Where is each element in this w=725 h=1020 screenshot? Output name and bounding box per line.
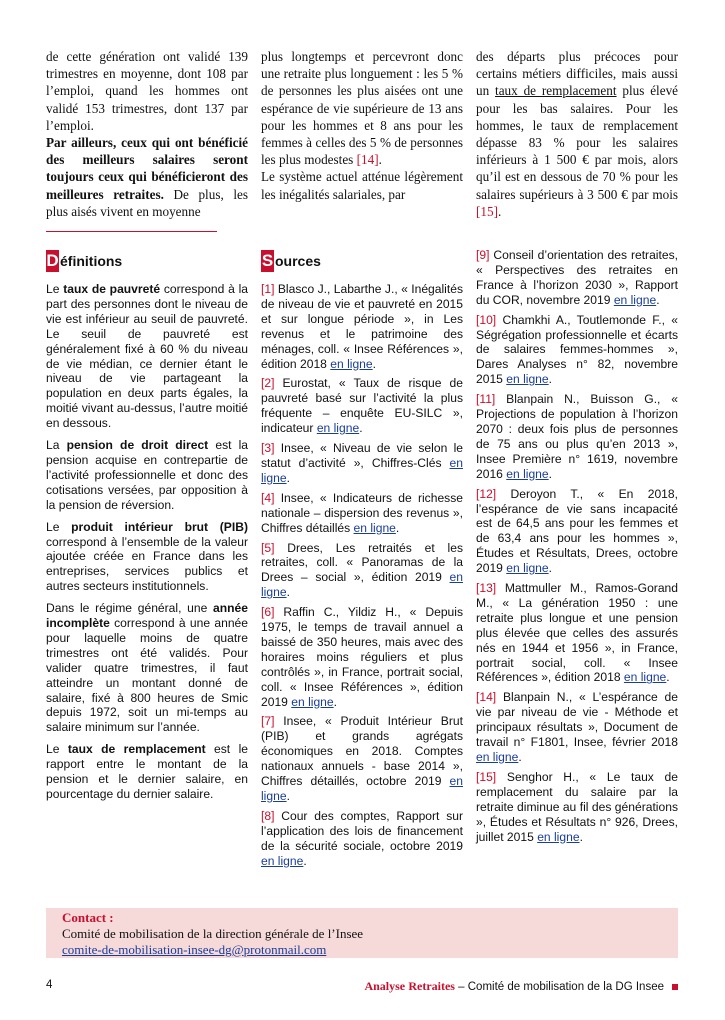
paragraph: plus longtemps et percevront donc une retraite plus longuement : les 5 % de personnes les plus aisées ont une espérance de vie supérieure de 13 ans pour les hommes et 8 ans pour les femmes à celles des 5 % de personnes les plus modestes [14]. [261,49,463,168]
online-link[interactable]: en ligne [261,853,304,868]
source-number: [1] [261,282,275,296]
source-item [476,770,678,845]
source-text: Chamkhi A., Toutlemonde F., « Ségrégation professionnelle et écarts de salaires femmes-hommes », Dares Analyses n° 82, novembre 2015 [476,312,678,387]
source-period: . [286,585,290,600]
contact-line: Comité de mobilisation de la direction générale de l’Insee [62,926,364,941]
source-number: [7] [261,714,275,729]
online-link[interactable]: en ligne [261,570,463,600]
source-text: Blanpain N., « L’espérance de vie par niveau de vie - Méthode et principaux résultats », Document de travail n° F1801, Insee, février 2018 [476,690,678,750]
definition-text: est la pension acquise en contrepartie de l’activité professionnelle et donc des cotisations versées, par opposition à la pension de réversion. [46,438,249,512]
source-item [476,690,678,765]
source-period: . [548,466,553,481]
definition-item [46,601,248,735]
contact-label: Contact : [62,910,114,925]
source-number: [8] [261,808,275,823]
definitions-heading: D éfinitions [46,251,123,270]
source-number: [2] [261,376,275,391]
source-text: Drees, Les retraités et les retraites, coll. « Panoramas de la Drees – social », édition 2019 [261,540,463,585]
sources-heading: S ources [261,251,321,270]
definitions-column [46,248,248,874]
source-item [261,491,463,536]
definition-text: correspond à l’ensemble de la valeur ajoutée créée en France dans les entreprises, services publics et autres secteurs institutionnels. [46,534,248,594]
source-period: . [286,789,290,803]
definition-text: correspond à la part des personnes dont le niveau de vie est inférieur au seuil de pauvreté. Le seuil de pauvreté est généralement fixé à 60 % du niveau de vie médian, ce dernier étant le niveau de vie partageant la population en deux parts égales, la moitié vivant au-dessus, l’autre moitié en dessous. [46,282,248,431]
definition-item [46,742,248,802]
source-number: [5] [261,540,275,555]
source-text: Mattmuller M., Ramos-Gorand M., « La génération 1950 : une retraite plus longue et une pension plus élevée que celles des assurés nés en 1944 et 1956 », in France, portrait social, coll. « Insee Références », édition 2018 [476,581,678,685]
source-text: Blasco J., Labarthe J., « Inégalités de niveau de vie et pauvreté en 2015 et sur longue période », in Les revenus et le patrimoine des ménages, coll. « Insee Références », édition 2018 [261,282,463,371]
paragraph: Le système actuel atténue légèrement les inégalités salariales, par [261,169,463,202]
definition-prefix: La [46,438,67,453]
source-number: [4] [261,490,275,505]
source-period: . [303,853,307,868]
sources-column-1 [261,248,463,874]
source-item [476,313,678,388]
source-text: Blanpain N., Buisson G., « Projections de population à l’horizon 2070 : deux fois plus de personnes de 75 ans ou plus qu’en 2013 », Insee Première n° 1619, novembre 2016 [476,392,678,481]
section-divider [46,231,217,232]
source-text: Cour des comptes, Rapport sur l’application des lois de financement de la sécurité sociale, octobre 2019 [261,808,463,853]
paragraph: de cette génération ont validé 139 trimestres en moyenne, dont 108 par l’emploi, quand les hommes ont validé 153 trimestres, dont 137 par l’emploi. [46,49,248,133]
online-link[interactable]: en ligne [261,774,463,803]
page-footer [46,979,678,993]
text-column-3 [476,48,678,220]
definition-item [46,438,248,513]
source-text: Eurostat, « Taux de risque de pauvreté basé sur l’activité la plus fréquente – enquête EU-SILC », indicateur [261,376,463,436]
source-text: Senghor H., « Le taux de remplacement du salaire par la retraite diminue au fil des générations », Études et Résultats n° 926, Drees, juillet 2015 [476,769,678,844]
lower-columns [46,248,678,874]
definition-prefix: Le [46,742,68,757]
online-link[interactable]: en ligne [316,421,360,436]
definition-text: correspond à une année pour laquelle moins de quatre trimestres ont été validés. Pour valider quatre trimestres, il faut atteindre un montant donné de salaire, fixé à 800 heures de Smic depuis 1972, soit un mi-temps au salaire minimum sur l’année. [46,616,248,735]
footer-square-icon [672,984,678,990]
contact-email-link[interactable]: comite-de-mobilisation-insee-dg@protonmail.com [62,942,327,957]
definition-item [46,282,248,431]
online-link[interactable]: en ligne [291,694,334,709]
online-link[interactable]: en ligne [353,520,396,535]
source-period: . [656,292,660,307]
source-text: Conseil d’orientation des retraites, « Perspectives des retraites en France à l’horizon 2030 », Rapport du COR, novembre 2019 [476,248,678,307]
source-period: . [548,372,553,387]
definitions-list [46,282,248,802]
sources-column-2 [476,248,678,874]
definition-term: pension de droit direct [66,438,209,453]
paragraph: Par ailleurs, ceux qui ont bénéficié des meilleurs salaires seront toujours ceux qui bénéficieront des meilleures retraites. De plus, les plus aisés vivent en moyenne [46,135,248,219]
footer-publication: Analyse Retraites – Comité de mobilisation de la DG Insee [364,979,678,994]
source-period: . [333,694,338,709]
definition-term: année incomplète [46,601,248,631]
source-text: Insee, « Produit Intérieur Brut (PIB) et grands agrégats économiques en 2018. Comptes nationaux annuels - base 2014 », Chiffres détaillés, octobre 2019 [261,714,463,789]
source-period: . [579,829,583,844]
definition-item [46,520,248,595]
source-item [261,441,463,486]
source-item [476,487,678,576]
online-link[interactable]: en ligne [476,750,519,764]
source-number: [6] [261,605,275,620]
source-number: [11] [476,392,496,407]
definition-term: produit intérieur brut (PIB) [71,519,248,534]
source-text: Deroyon T., « En 2018, l’espérance de vie sans incapacité est de 64,5 ans pour les femmes et de 63,4 ans pour les hommes », Études et Résultats, Drees, octobre 2019 [476,486,678,576]
online-link[interactable]: en ligne [506,561,549,576]
definition-prefix: Le [46,282,64,296]
source-item [476,392,678,481]
online-link[interactable]: en ligne [623,670,667,685]
source-item [261,282,463,371]
source-number: [10] [476,312,497,327]
source-item [261,376,463,436]
definition-text: est le rapport entre le montant de la pension et le dernier salaire, en pourcentage du dernier salaire. [46,742,248,801]
text-column-1 [46,48,248,220]
reference-link[interactable]: [14] [356,152,379,168]
source-period: . [548,561,553,576]
reference-link[interactable]: [15] [476,203,498,219]
contact-box [46,908,678,958]
definition-term: taux de remplacement [67,742,206,757]
source-period: . [395,520,400,535]
source-item [261,541,463,601]
online-link[interactable]: en ligne [613,292,657,307]
source-number: [3] [261,441,275,456]
source-item [476,248,678,308]
sources-list [261,282,463,869]
source-item [261,605,463,709]
online-link[interactable]: en ligne [537,829,580,844]
source-item [476,581,678,685]
source-number: [15] [476,769,497,784]
source-number: [13] [476,581,497,596]
online-link[interactable]: en ligne [506,372,549,387]
source-item [261,809,463,869]
page-number: 4 [46,979,53,991]
sources-list [476,248,678,844]
source-period: . [286,470,290,485]
source-period: . [372,356,377,371]
definition-term: taux de pauvreté [63,282,161,296]
source-number: [14] [476,690,497,705]
text-column-2 [261,48,463,220]
source-text: Raffin C., Yildiz H., « Depuis 1975, le temps de travail annuel a baissé de 350 heures, mais avec des horaires moins réguliers et plus contrôlés », in France, portrait social, coll. « Insee Références », édition 2019 [261,605,463,709]
source-text: Insee, « Niveau de vie selon le statut d’activité », Chiffres-Clés [261,441,463,470]
online-link[interactable]: en ligne [506,466,549,481]
body-text-columns [46,48,678,220]
source-period: . [666,670,670,685]
source-period: . [518,750,522,764]
source-number: [12] [476,486,497,501]
definition-prefix: Le [46,519,72,534]
source-text: Insee, « Indicateurs de richesse nationale – dispersion des revenus », Chiffres détaillés [261,490,463,535]
online-link[interactable]: en ligne [330,356,373,371]
paragraph: des départs plus précoces pour certains métiers difficiles, mais aussi un taux de remplacement plus élevé pour les bas salaires. Pour les hommes, le taux de remplacement dépasse 83 % pour les salaires inférieurs à 1 500 € par mois, alors qu’il est en dessous de 70 % pour les salaires supérieurs à 3 500 € par mois [15]. [476,49,679,219]
source-number: [9] [476,248,490,262]
definition-prefix: Dans le régime général, une [46,601,214,616]
source-period: . [359,421,363,436]
online-link[interactable]: en ligne [261,455,463,485]
source-item [261,714,463,803]
